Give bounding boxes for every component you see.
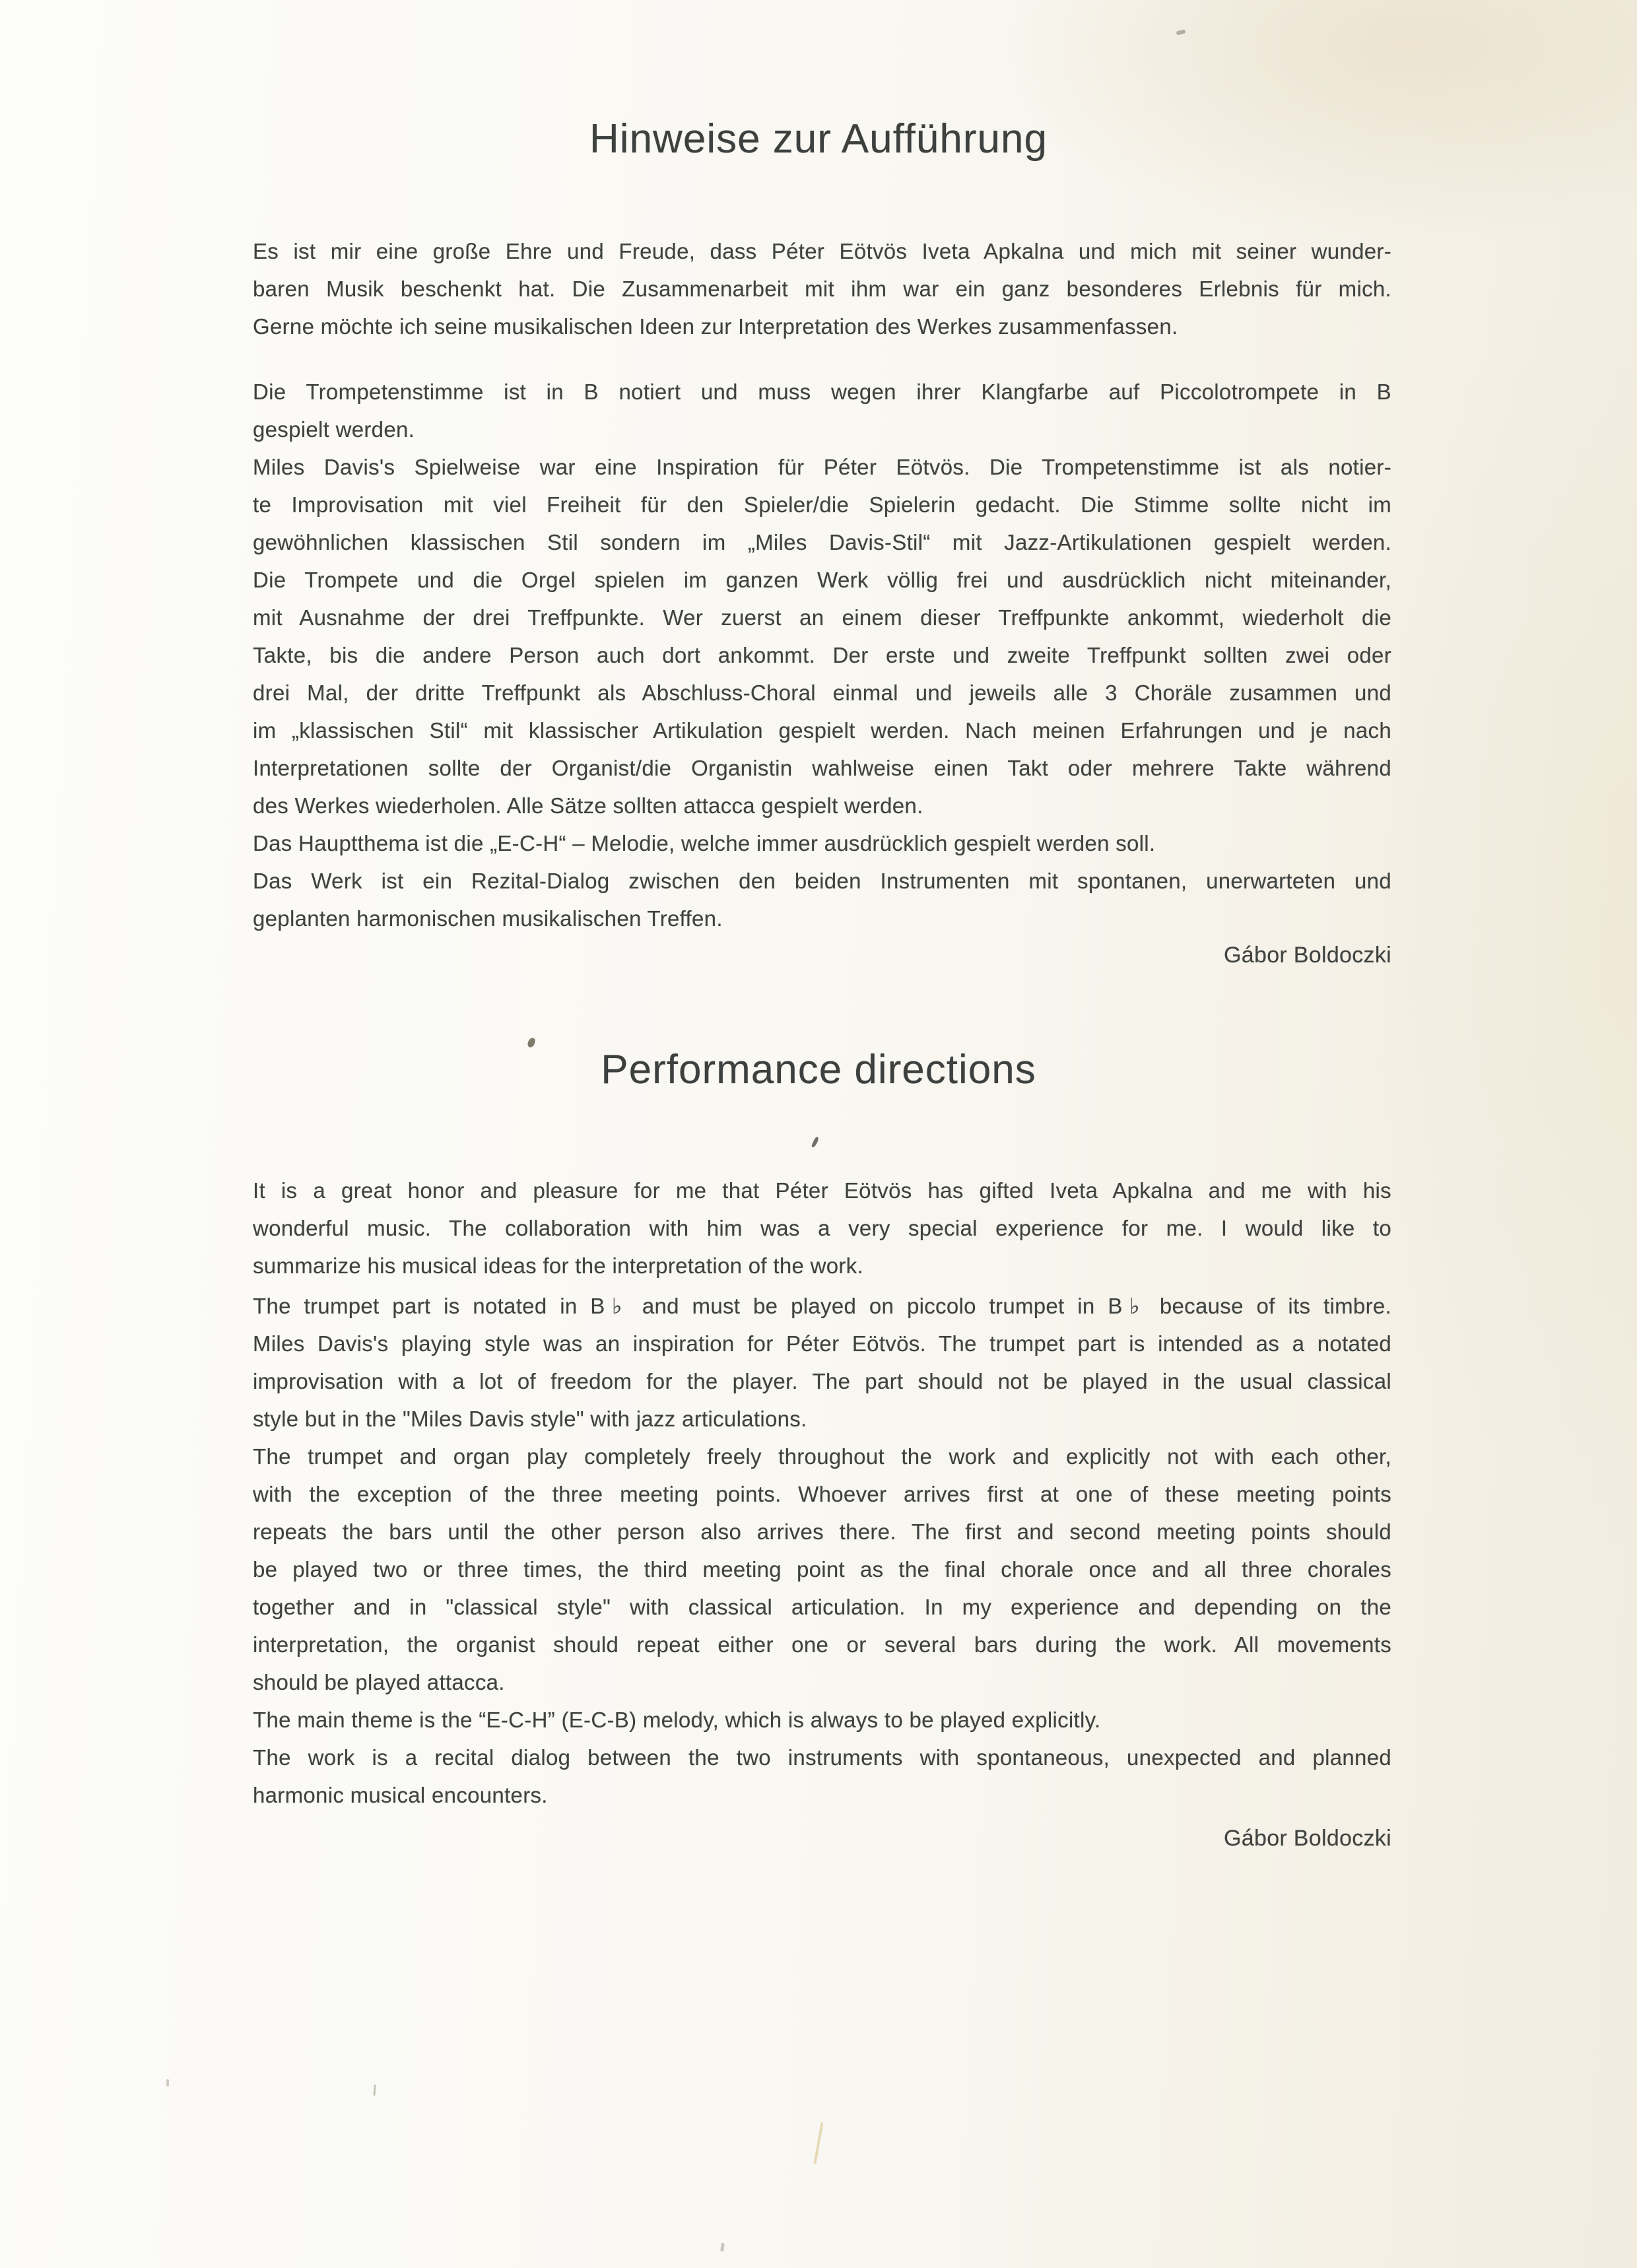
text-line: Miles Davis's playing style was an inspiration for Péter Eötvös. The trumpet part is intended as a notated bbox=[253, 1331, 1391, 1356]
text-line: Miles Davis's Spielweise war eine Inspiration für Péter Eötvös. Die Trompetenstimme ist als notier- bbox=[253, 455, 1391, 479]
text-line: summarize his musical ideas for the interpretation of the work. bbox=[253, 1253, 863, 1278]
text-line: Die Trompetenstimme ist in B notiert und muss wegen ihrer Klangfarbe auf Piccolotrompete in B bbox=[253, 380, 1391, 404]
text-line: harmonic musical encounters. bbox=[253, 1783, 548, 1807]
text-line: interpretation, the organist should repeat either one or several bars during the work. All movements bbox=[253, 1632, 1391, 1657]
text-line: style but in the "Miles Davis style" with jazz articulations. bbox=[253, 1407, 807, 1431]
text-line: des Werkes wiederholen. Alle Sätze sollten attacca gespielt werden. bbox=[253, 793, 923, 818]
scan-speck-artifact bbox=[373, 2085, 376, 2096]
text-line: gespielt werden. bbox=[253, 417, 415, 442]
text-line: wonderful music. The collaboration with him was a very special experience for me. I would like to bbox=[253, 1216, 1391, 1240]
german-section-title: Hinweise zur Aufführung bbox=[589, 116, 1048, 162]
text-line: mit Ausnahme der drei Treffpunkte. Wer zuerst an einem dieser Treffpunkte ankommt, wiederholt die bbox=[253, 605, 1391, 630]
english-section-title: Performance directions bbox=[601, 1047, 1036, 1092]
text-line: im „klassischen Stil“ mit klassischer Artikulation gespielt werden. Nach meinen Erfahrungen und je nach bbox=[253, 718, 1391, 743]
text-line: with the exception of the three meeting points. Whoever arrives first at one of these meeting points bbox=[253, 1482, 1391, 1506]
scan-speck-artifact bbox=[720, 2243, 725, 2252]
german-intro-paragraph bbox=[253, 232, 1391, 345]
text-line: The trumpet part is notated in B♭ and must be played on piccolo trumpet in B♭ because of its timbre. bbox=[253, 1294, 1391, 1318]
scan-speck-artifact bbox=[166, 2079, 169, 2086]
english-main-paragraph bbox=[253, 1287, 1391, 1814]
english-intro-paragraph bbox=[253, 1172, 1391, 1284]
text-line: drei Mal, der dritte Treffpunkt als Abschluss-Choral einmal und jeweils alle 3 Choräle zusammen und bbox=[253, 681, 1391, 705]
text-line: The work is a recital dialog between the two instruments with spontaneous, unexpected and planned bbox=[253, 1745, 1391, 1770]
german-main-paragraph bbox=[253, 373, 1391, 937]
text-line: together and in "classical style" with classical articulation. In my experience and depending on the bbox=[253, 1595, 1391, 1619]
scan-speck-artifact bbox=[811, 1137, 819, 1149]
text-line: It is a great honor and pleasure for me that Péter Eötvös has gifted Iveta Apkalna and me with his bbox=[253, 1178, 1391, 1203]
text-line: repeats the bars until the other person also arrives there. The first and second meeting points should bbox=[253, 1519, 1391, 1544]
english-signature: Gábor Boldoczki bbox=[1224, 1826, 1391, 1851]
text-line: be played two or three times, the third meeting point as the final chorale once and all three chorales bbox=[253, 1557, 1391, 1582]
text-line: improvisation with a lot of freedom for the player. The part should not be played in the usual classical bbox=[253, 1369, 1391, 1393]
text-line: te Improvisation mit viel Freiheit für den Spieler/die Spielerin gedacht. Die Stimme sollte nicht im bbox=[253, 492, 1391, 517]
text-line: Das Werk ist ein Rezital-Dialog zwischen den beiden Instrumenten mit spontanen, unerwarteten und bbox=[253, 869, 1391, 893]
text-line: Takte, bis die andere Person auch dort ankommt. Der erste und zweite Treffpunkt sollten zwei oder bbox=[253, 643, 1391, 667]
scan-speck-artifact bbox=[1176, 29, 1186, 35]
text-line: The trumpet and organ play completely freely throughout the work and explicitly not with each other, bbox=[253, 1444, 1391, 1469]
text-line: Das Hauptthema ist die „E-C-H“ – Melodie, welche immer ausdrücklich gespielt werden soll. bbox=[253, 831, 1156, 855]
text-line: Gerne möchte ich seine musikalischen Ideen zur Interpretation des Werkes zusammenfassen. bbox=[253, 314, 1178, 339]
text-line: The main theme is the “E-C-H” (E-C-B) melody, which is always to be played explicitly. bbox=[253, 1708, 1101, 1732]
scan-streak-artifact bbox=[813, 2122, 823, 2164]
german-signature: Gábor Boldoczki bbox=[1224, 943, 1391, 968]
text-line: should be played attacca. bbox=[253, 1670, 505, 1694]
text-line: Interpretationen sollte der Organist/die Organistin wahlweise einen Takt oder mehrere Takte während bbox=[253, 756, 1391, 780]
text-line: Die Trompete und die Orgel spielen im ganzen Werk völlig frei und ausdrücklich nicht miteinander, bbox=[253, 568, 1391, 592]
text-line: geplanten harmonischen musikalischen Treffen. bbox=[253, 906, 723, 931]
text-line: gewöhnlichen klassischen Stil sondern im „Miles Davis-Stil“ mit Jazz-Artikulationen gespielt werden. bbox=[253, 530, 1391, 554]
text-line: baren Musik beschenkt hat. Die Zusammenarbeit mit ihm war ein ganz besonderes Erlebnis für mich. bbox=[253, 277, 1391, 301]
text-line: Es ist mir eine große Ehre und Freude, dass Péter Eötvös Iveta Apkalna und mich mit seiner wunder- bbox=[253, 239, 1391, 263]
